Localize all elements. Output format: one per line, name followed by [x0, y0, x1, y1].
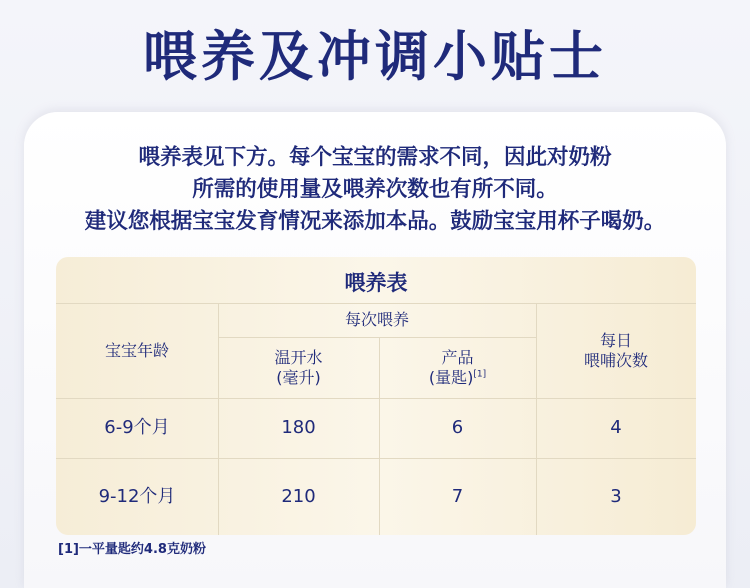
row1-age: 6-9个月: [104, 417, 170, 438]
header-product: [379, 337, 536, 398]
row2-water: 210: [281, 485, 316, 507]
row2-daily: 3: [610, 485, 622, 507]
header-product-label: 产品: [441, 347, 474, 367]
header-water-unit: (毫升): [276, 367, 321, 387]
header-daily: [536, 303, 696, 398]
footnote: [1]一平量匙约4.8克奶粉: [58, 542, 206, 557]
intro-text: [0, 142, 750, 238]
row1-daily: 4: [610, 417, 622, 438]
footnote-ref: [1]: [473, 369, 487, 380]
header-daily-line1: 每日: [599, 330, 632, 350]
header-water-label: 温开水: [274, 347, 323, 367]
page-title: 喂养及冲调小贴士: [143, 25, 607, 88]
row1-product: 6: [451, 417, 464, 438]
intro-line-2: 所需的使用量及喂养次数也有所不同。: [192, 177, 558, 202]
feeding-table: [56, 257, 696, 535]
intro-line-1: 喂养表见下方。每个宝宝的需求不同，因此对奶粉: [138, 145, 612, 170]
table-title: 喂养表: [344, 271, 408, 295]
header-age: 宝宝年龄: [104, 340, 169, 360]
header-water: [218, 337, 379, 398]
intro-line-3: 建议您根据宝宝发育情况来添加本品。鼓励宝宝用杯子喝奶。: [84, 209, 666, 234]
header-per-feeding: 每次喂养: [344, 310, 409, 329]
header-product-unit: (量匙): [428, 367, 474, 387]
row2-product: 7: [451, 485, 464, 507]
header-product-unit-wrap: [429, 368, 486, 388]
row2-age: 9-12个月: [98, 485, 176, 507]
header-daily-line2: 喂哺次数: [583, 350, 648, 370]
row1-water: 180: [281, 417, 316, 438]
